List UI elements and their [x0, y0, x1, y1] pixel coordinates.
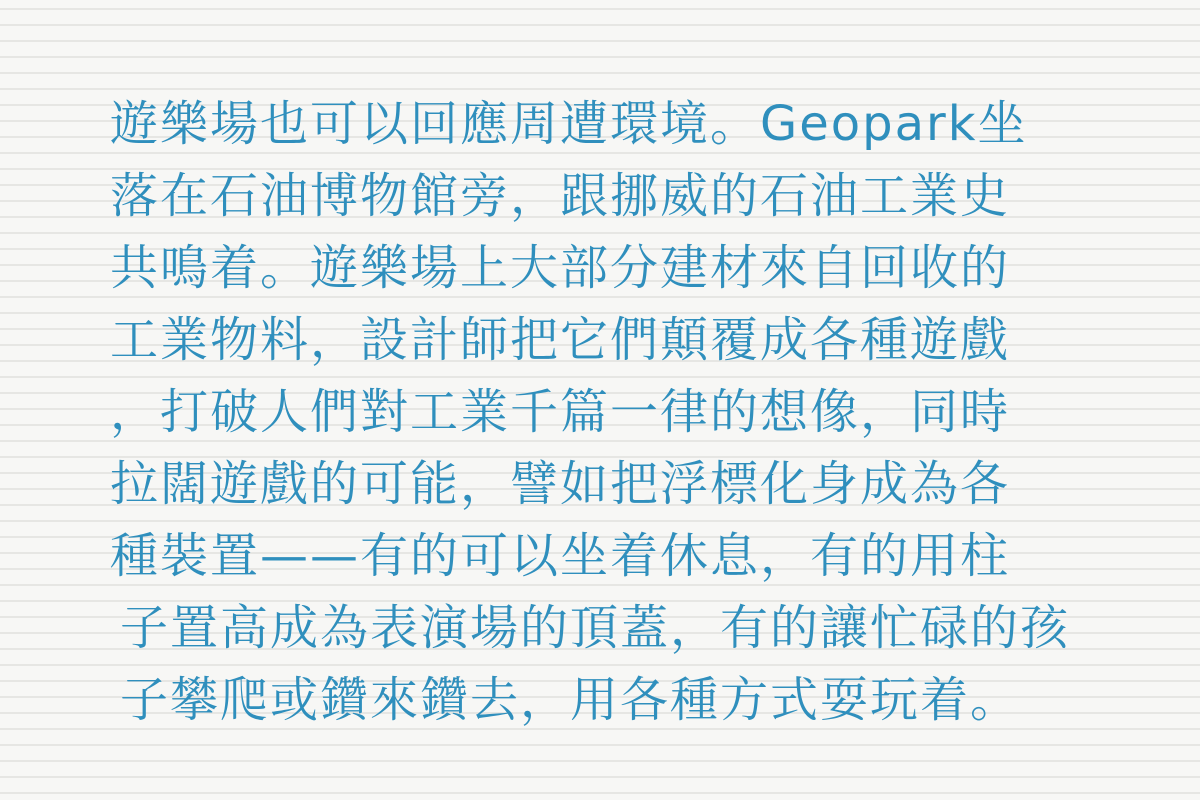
text-line-6: 拉闊遊戲的可能，譬如把浮標化身成為各: [110, 456, 1011, 512]
text-line-1: 遊樂場也可以回應周遭環境。Geopark坐: [110, 96, 1028, 152]
text-line-3: 共鳴着。遊樂場上大部分建材來自回收的: [110, 240, 1011, 296]
handwritten-paragraph: [110, 88, 1100, 736]
text-line-7: 種裝置——有的可以坐着休息，有的用柱: [110, 528, 1011, 584]
text-line-8: 子置高成為表演場的頂蓋，有的讓忙碌的孩: [120, 600, 1071, 656]
text-line-5: ，打破人們對工業千篇一律的想像，同時: [110, 384, 1011, 440]
text-line-9: 子攀爬或鑽來鑽去，用各種方式耍玩着。: [120, 672, 1021, 728]
text-line-2: 落在石油博物館旁，跟挪威的石油工業史: [110, 168, 1011, 224]
text-line-4: 工業物料，設計師把它們顛覆成各種遊戲: [110, 312, 1011, 368]
